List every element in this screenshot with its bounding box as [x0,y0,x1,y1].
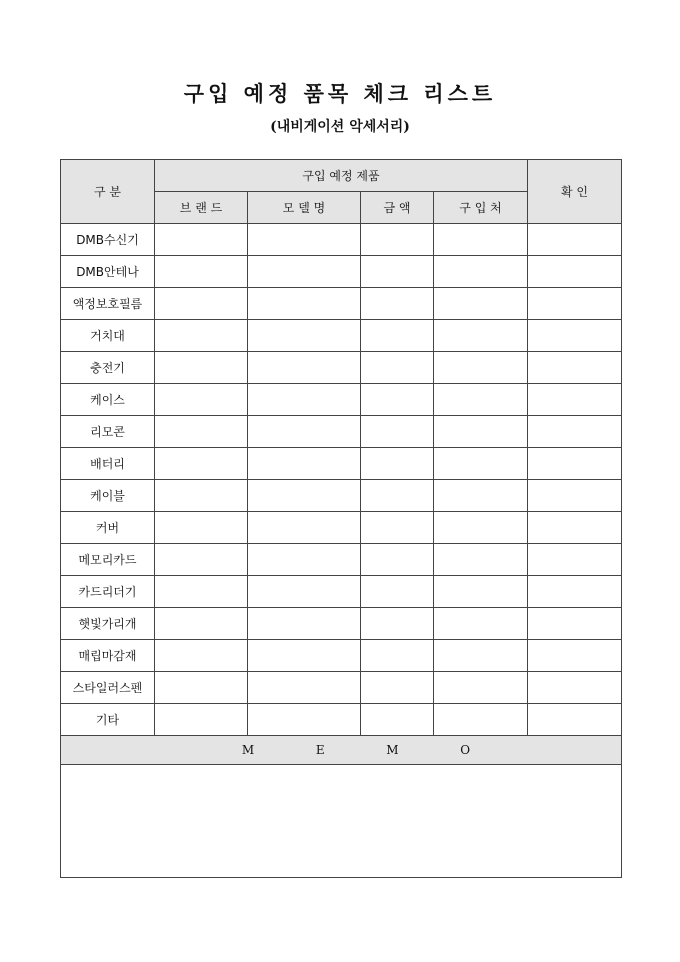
table-row [61,608,622,640]
price-cell[interactable] [361,416,434,448]
confirm-cell[interactable] [528,256,622,288]
row-label: DMB안테나 [61,256,155,288]
model-cell[interactable] [248,416,361,448]
confirm-cell[interactable] [528,480,622,512]
memo-header [61,736,622,765]
store-cell[interactable] [434,544,528,576]
row-label: 충전기 [61,352,155,384]
brand-cell[interactable] [155,576,248,608]
store-cell[interactable] [434,288,528,320]
store-cell[interactable] [434,704,528,736]
model-cell[interactable] [248,480,361,512]
row-label: 거치대 [61,320,155,352]
model-cell[interactable] [248,640,361,672]
brand-cell[interactable] [155,704,248,736]
row-label: 케이스 [61,384,155,416]
model-cell[interactable] [248,704,361,736]
table-row [61,576,622,608]
model-cell[interactable] [248,544,361,576]
model-cell[interactable] [248,224,361,256]
row-label: 기타 [61,704,155,736]
page-title: 구입 예정 품목 체크 리스트 [183,81,497,106]
store-cell[interactable] [434,416,528,448]
table-row [61,512,622,544]
price-cell[interactable] [361,576,434,608]
table-row [61,448,622,480]
memo-letter: M [386,743,399,757]
table-row [61,480,622,512]
model-cell[interactable] [248,352,361,384]
brand-cell[interactable] [155,640,248,672]
model-cell[interactable] [248,448,361,480]
brand-cell[interactable] [155,416,248,448]
brand-cell[interactable] [155,512,248,544]
row-label: 메모리카드 [61,544,155,576]
price-cell[interactable] [361,352,434,384]
price-cell[interactable] [361,448,434,480]
table-row [61,672,622,704]
store-cell[interactable] [434,224,528,256]
table-row [61,416,622,448]
model-cell[interactable] [248,576,361,608]
price-cell[interactable] [361,224,434,256]
store-cell[interactable] [434,576,528,608]
brand-cell[interactable] [155,672,248,704]
confirm-cell[interactable] [528,416,622,448]
confirm-cell[interactable] [528,320,622,352]
row-label: 케이블 [61,480,155,512]
store-cell[interactable] [434,640,528,672]
model-header: 모 델 명 [248,192,361,224]
memo-letter: O [460,743,471,757]
row-label: 카드리더기 [61,576,155,608]
table-row [61,704,622,736]
price-cell[interactable] [361,608,434,640]
model-cell[interactable] [248,672,361,704]
model-cell[interactable] [248,288,361,320]
price-cell[interactable] [361,672,434,704]
price-cell[interactable] [361,288,434,320]
price-header: 금 액 [361,192,434,224]
price-cell[interactable] [361,256,434,288]
brand-header: 브 랜 드 [155,192,248,224]
row-label: DMB수신기 [61,224,155,256]
row-label: 리모콘 [61,416,155,448]
price-cell[interactable] [361,320,434,352]
table-row [61,384,622,416]
row-label: 커버 [61,512,155,544]
confirm-cell[interactable] [528,640,622,672]
price-cell[interactable] [361,640,434,672]
store-cell[interactable] [434,608,528,640]
row-label: 햇빛가리개 [61,608,155,640]
confirm-cell[interactable] [528,512,622,544]
model-cell[interactable] [248,512,361,544]
category-header: 구 분 [61,160,155,224]
confirm-cell[interactable] [528,288,622,320]
table-row [61,320,622,352]
brand-cell[interactable] [155,224,248,256]
page-subtitle: (내비게이션 악세서리) [270,119,410,135]
table-row [61,288,622,320]
brand-cell[interactable] [155,320,248,352]
brand-cell[interactable] [155,256,248,288]
memo-letter: E [315,743,325,757]
store-cell[interactable] [434,512,528,544]
store-cell[interactable] [434,256,528,288]
table-row [61,256,622,288]
store-cell[interactable] [434,320,528,352]
price-cell[interactable] [361,512,434,544]
row-label: 스타일러스펜 [61,672,155,704]
brand-cell[interactable] [155,288,248,320]
price-cell[interactable] [361,384,434,416]
confirm-cell[interactable] [528,384,622,416]
model-cell[interactable] [248,320,361,352]
price-cell[interactable] [361,480,434,512]
row-label: 배터리 [61,448,155,480]
table-row [61,224,622,256]
table-row [61,544,622,576]
store-cell[interactable] [434,352,528,384]
confirm-cell[interactable] [528,608,622,640]
row-label: 액정보호필름 [61,288,155,320]
brand-cell[interactable] [155,608,248,640]
store-cell[interactable] [434,384,528,416]
price-cell[interactable] [361,704,434,736]
store-cell[interactable] [434,480,528,512]
confirm-cell[interactable] [528,704,622,736]
confirm-cell[interactable] [528,448,622,480]
confirm-cell[interactable] [528,224,622,256]
model-cell[interactable] [248,608,361,640]
confirm-cell[interactable] [528,672,622,704]
store-header: 구 입 처 [434,192,528,224]
brand-cell[interactable] [155,480,248,512]
confirm-header: 확 인 [528,160,622,224]
brand-cell[interactable] [155,384,248,416]
model-cell[interactable] [248,256,361,288]
brand-cell[interactable] [155,352,248,384]
store-cell[interactable] [434,672,528,704]
store-cell[interactable] [434,448,528,480]
confirm-cell[interactable] [528,576,622,608]
brand-cell[interactable] [155,448,248,480]
group-header: 구입 예정 제품 [155,160,528,192]
row-label: 매립마감재 [61,640,155,672]
confirm-cell[interactable] [528,544,622,576]
model-cell[interactable] [248,384,361,416]
checklist-table [60,159,622,878]
price-cell[interactable] [361,544,434,576]
brand-cell[interactable] [155,544,248,576]
confirm-cell[interactable] [528,352,622,384]
memo-area[interactable] [61,765,622,878]
memo-letter: M [241,743,255,757]
table-row [61,352,622,384]
table-row [61,640,622,672]
